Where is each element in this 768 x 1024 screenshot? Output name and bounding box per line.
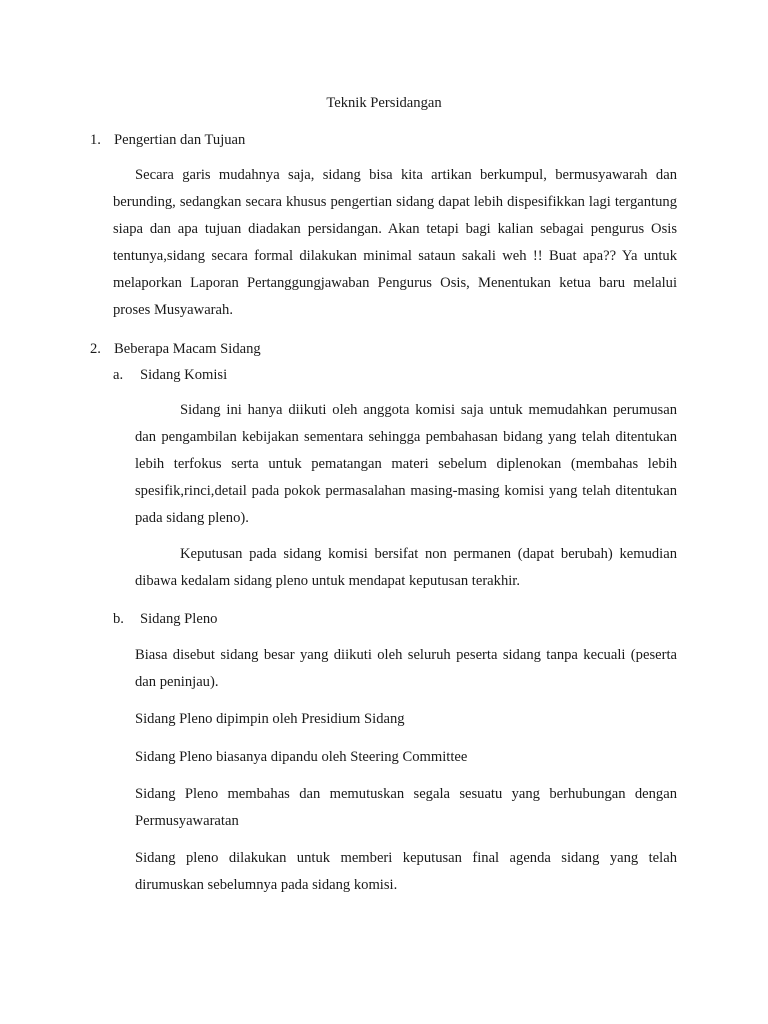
section-number: 2.	[90, 341, 101, 357]
subsection-letter: a.	[113, 367, 124, 383]
paragraph: Sidang pleno dilakukan untuk memberi keputusan final agenda sidang yang telah dirumuskan sebelumnya pada sidang komisi.	[135, 850, 677, 893]
subsection-heading-b	[113, 609, 217, 629]
paragraph: Secara garis mudahnya saja, sidang bisa kita artikan berkumpul, bermusyawarah dan berunding, sedangkan secara khusus pengertian sidang dapat lebih dispesifikkan lagi tergantung siapa dan apa tujuan diadakan persidangan. Akan tetapi bagi kalian sebagai pengurus Osis tentunya,sidang secara formal dilakukan minimal sataun sakali weh !! Buat apa?? Ya untuk melaporkan Laporan Pertanggungjawaban Pengurus Osis, Menentukan ketua baru melalui proses Musyawarah.	[113, 167, 677, 318]
section-title: Beberapa Macam Sidang	[114, 341, 261, 357]
subsection-heading-a	[113, 365, 227, 385]
section-heading-2	[90, 339, 261, 359]
section-heading-1	[90, 130, 245, 150]
paragraph: Sidang Pleno biasanya dipandu oleh Steering Committee	[135, 749, 468, 765]
paragraph: Sidang ini hanya diikuti oleh anggota komisi saja untuk memudahkan perumusan dan pengambilan kebijakan sementara sehingga pembahasan bidang yang telah ditentukan lebih terfokus serta untuk pematangan materi sebelum diplenokan (membahas lebih spesifik,rinci,detail pada pokok permasalahan masing-masing komisi yang telah ditentukan pada sidang pleno).	[135, 402, 677, 526]
subsection-title: Sidang Komisi	[140, 367, 228, 383]
paragraph: Biasa disebut sidang besar yang diikuti oleh seluruh peserta sidang tanpa kecuali (peserta dan peninjau).	[135, 647, 677, 690]
document-title: Teknik Persidangan	[326, 95, 442, 111]
paragraph: Sidang Pleno dipimpin oleh Presidium Sidang	[135, 711, 405, 727]
subsection-title: Sidang Pleno	[140, 611, 218, 627]
subsection-letter: b.	[113, 611, 124, 627]
paragraph: Sidang Pleno membahas dan memutuskan segala sesuatu yang berhubungan dengan Permusyawaratan	[135, 786, 677, 829]
section-number: 1.	[90, 132, 101, 148]
paragraph: Keputusan pada sidang komisi bersifat non permanen (dapat berubah) kemudian dibawa kedalam sidang pleno untuk mendapat keputusan terakhir.	[135, 546, 677, 589]
section-title: Pengertian dan Tujuan	[114, 132, 246, 148]
